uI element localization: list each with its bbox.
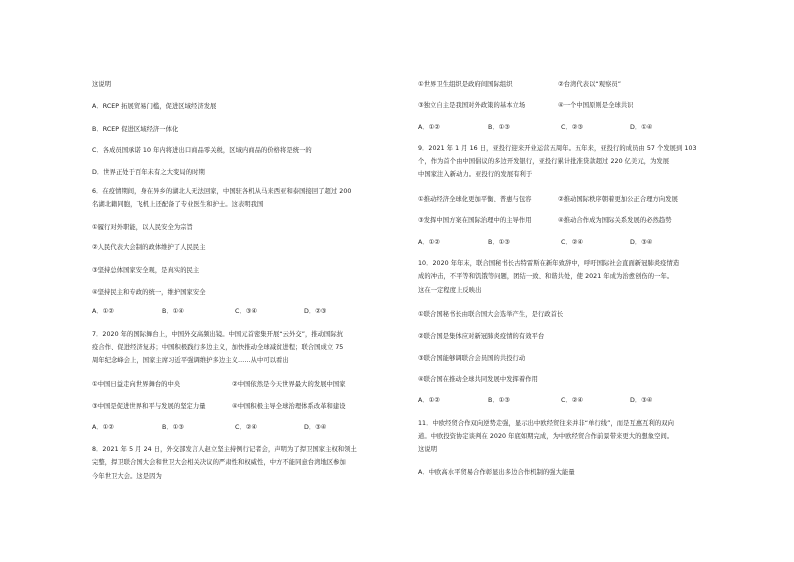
q9-item-1: ①推动经济全球化更加平衡、普惠与包容: [418, 196, 532, 203]
q10-stem-line-1: 10．2020 年年末，联合国秘书长古特雷斯在新年致辞中，呼吁国际社会直面新冠肺炎疫情造: [418, 260, 680, 267]
q10-item-1: ①联合国秘书长由联合国大会选举产生，是行政首长: [418, 311, 564, 318]
q8-choice-b: B．①③: [488, 124, 510, 131]
q10-stem-line-2: 成的冲击，不平等和饥饿等问题，团结一致、和谐共处，使 2021 年成为治愈创伤的一年。: [418, 273, 674, 280]
q7-item-3: ③中国是促进世界和平与发展的坚定力量: [92, 403, 206, 410]
q10-item-2: ②联合国是集体应对新冠肺炎疫情的有效平台: [418, 333, 545, 340]
q8-item-3: ③独立自主是我国对外政策的基本立场: [418, 102, 526, 109]
q8-item-4: ④一个中国原则是全球共识: [558, 102, 634, 109]
q9-stem-line-3: 中国家注入新动力。亚投行的发展有利于: [418, 171, 533, 178]
q8-item-2: ②台湾代表以“观察员”: [558, 81, 622, 88]
q6-item-1: ①履行对外职能，以人民安全为宗旨: [92, 224, 193, 231]
q6-stem-line-2: 名湖北籍同胞，飞机上还配备了专业医生和护士。这表明我国: [92, 201, 264, 208]
q9-choice-b: B．①③: [488, 239, 510, 246]
q7-choice-c: C．②④: [235, 424, 257, 431]
q9-item-4: ④推动合作成为国际关系发展的必然趋势: [558, 217, 672, 224]
q9-item-3: ③发挥中国方案在国际治理中的主导作用: [418, 217, 532, 224]
q10-choice-c: C．②④: [561, 397, 583, 404]
q10-item-4: ④联合国在推动全球共同发展中发挥着作用: [418, 376, 538, 383]
q8-choice-d: D．①④: [630, 124, 653, 131]
q8-stem-line-1: 8．2021 年 5 月 24 日，外交部发言人赵立坚主持例行记者会，声明为了捍卫国家主权和领土: [92, 446, 357, 453]
q10-stem-line-3: 这在一定程度上反映出: [418, 287, 482, 294]
q5-option-a: A．RCEP 拓展贸易门槛，促进区域经济发展: [92, 103, 217, 110]
q8-item-1: ①世界卫生组织是政府间国际组织: [418, 81, 513, 88]
q8-stem-line-2: 完整，捍卫联合国大会和世卫大会相关决议的严肃性和权威性，中方不能同意台湾地区参加: [92, 459, 346, 466]
q6-choice-d: D．②③: [304, 308, 327, 315]
q11-stem-line-3: 这说明: [418, 446, 438, 453]
q9-stem-line-2: 个，作为首个由中国倡议的多边开发银行，亚投行累计批准贷款超过 220 亿美元，为发展: [418, 158, 670, 165]
q9-item-2: ②推动国际秩序朝着更加公正合理方向发展: [558, 196, 678, 203]
q9-choice-d: D．③④: [630, 239, 653, 246]
q11-stem-line-2: 道。中欧投资协定谈判在 2020 年底如期完成，为中欧经贸合作前景带来更大的想象空间。: [418, 433, 674, 440]
q10-choice-d: D．③④: [630, 397, 653, 404]
q5-option-b: B．RCEP 促进区域经济一体化: [92, 126, 179, 133]
q11-option-a: A．中欧高水平贸易合作彰显出多边合作机制的强大能量: [418, 469, 575, 476]
q7-stem-line-2: 疫合作、促进经济复苏；中国积极践行多边主义，加快推动全球减贫进程；联合国成立 75: [92, 344, 344, 351]
q6-choice-a: A．①②: [92, 308, 114, 315]
q6-item-2: ②人民代表大会制的政体维护了人民民主: [92, 244, 206, 251]
q6-item-4: ④坚持民主和专政的统一，维护国家安全: [92, 289, 206, 296]
q7-stem-line-1: 7．2020 年的国际舞台上，中国外交高频出镜。中国元首密集开展“云外交”，推动国际抗: [92, 331, 344, 338]
q6-choice-c: C．③④: [235, 308, 257, 315]
q7-choice-b: B．①③: [162, 424, 184, 431]
left-heading: 这说明: [92, 81, 112, 88]
q7-item-4: ④中国积极主导全球治理体系改革和建设: [232, 403, 346, 410]
q7-stem-line-3: 周年纪念峰会上，国家主席习近平强调维护多边主义……从中可以看出: [92, 357, 289, 364]
q5-option-c: C．各成员国承诺 10 年内将进出口商品零关税，区域内商品的价格将是统一的: [92, 147, 312, 154]
q8-stem-line-3: 今年世卫大会。这是因为: [92, 473, 162, 480]
q8-choice-c: C．②③: [561, 124, 583, 131]
q7-choice-d: D．③④: [304, 424, 327, 431]
q7-choice-a: A．①②: [92, 424, 114, 431]
q10-choice-b: B．①③: [488, 397, 510, 404]
q9-choice-c: C．②④: [561, 239, 583, 246]
q11-stem-line-1: 11．中欧经贸合作双向逆势走强，显示出中欧经贸往来并非“单行线”，而是互惠互利的双向: [418, 420, 674, 427]
q7-item-2: ②中国依然是今天世界最大的发展中国家: [232, 381, 346, 388]
q10-item-3: ③联合国能够调联合会员国的共投行动: [418, 355, 526, 362]
q8-choice-a: A．①②: [418, 124, 440, 131]
q6-choice-b: B．①④: [162, 308, 184, 315]
q10-choice-a: A．①②: [418, 397, 440, 404]
q7-item-1: ①中国日益走向世界舞台的中央: [92, 381, 181, 388]
q5-option-d: D．世界正处于百年未有之大变局的时期: [92, 169, 205, 176]
q6-item-3: ③坚持总体国家安全观，是真实的民主: [92, 267, 200, 274]
q9-stem-line-1: 9．2021 年 1 月 16 日，亚投行迎来开业运营五周年。五年来，亚投行的成员由 57 个发展到 103: [418, 145, 697, 152]
q6-stem-line-1: 6．在疫情期间，身在异乡的湖北人无法回家，中国驻各机从马来西亚和泰国接回了超过 200: [92, 188, 352, 195]
q9-choice-a: A．①②: [418, 239, 440, 246]
